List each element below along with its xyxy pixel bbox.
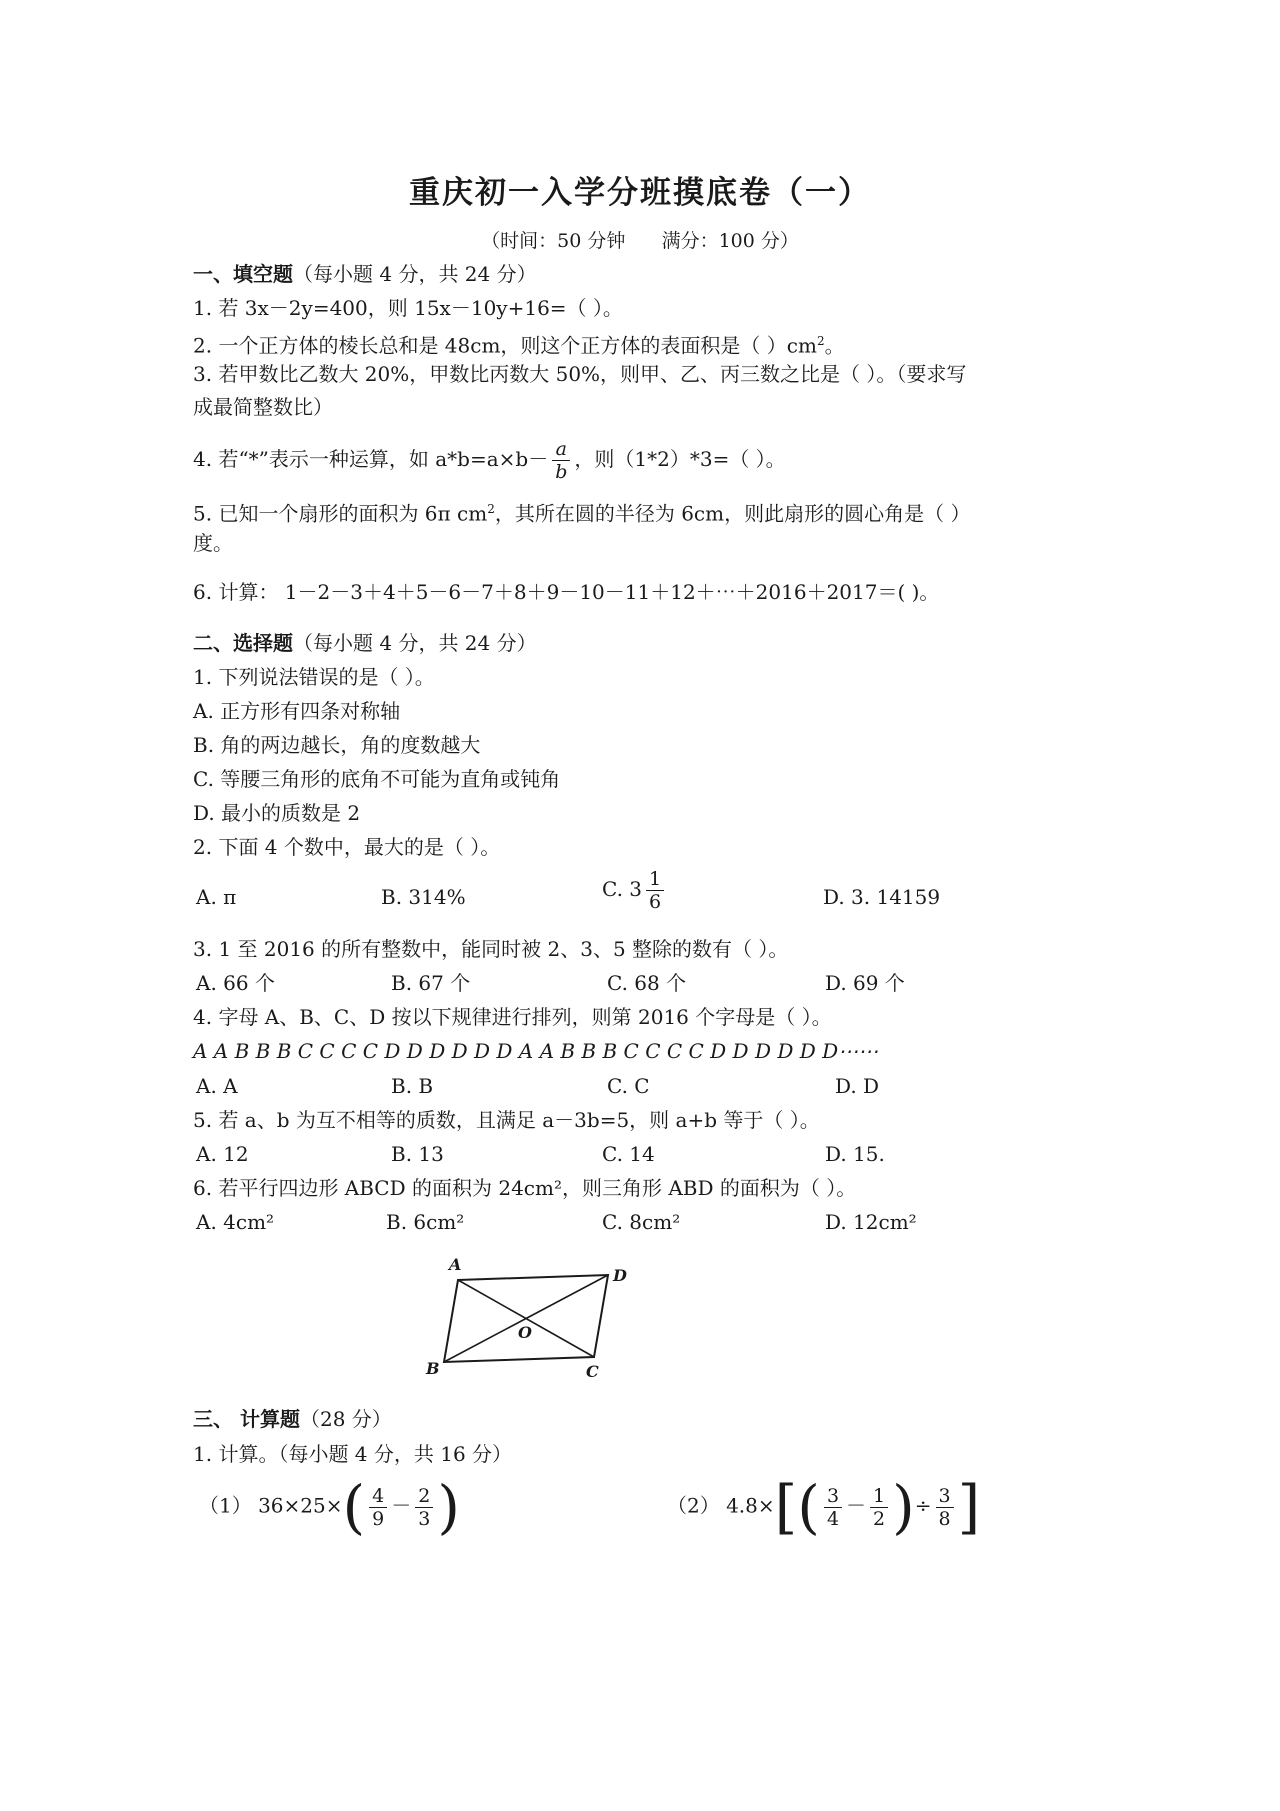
s3-p2-f1-den: 4 <box>826 1507 840 1530</box>
s2-q4-option-b: B. B <box>391 1074 434 1098</box>
s3-p1-op: － <box>391 1493 412 1518</box>
s2-q3-option-d: D. 69 个 <box>825 971 905 995</box>
s3-p1-f2-num: 2 <box>415 1485 433 1508</box>
s3-q1: 1. 计算。（每小题 4 分，共 16 分） <box>193 1442 513 1466</box>
s2-q3: 3. 1 至 2016 的所有整数中，能同时被 2、3、5 整除的数有（ ）。 <box>193 937 789 961</box>
s2-q6-option-a: A. 4cm² <box>196 1210 275 1234</box>
s1-q4-pre: 4. 若“*”表示一种运算，如 a*b=a×b－ <box>193 447 549 471</box>
section2-heading: 二、选择题 <box>193 631 293 655</box>
section1-heading: 一、填空题 <box>193 262 293 286</box>
parallelogram-abcd-figure <box>420 1250 640 1380</box>
s3-p2-div: ÷ <box>914 1493 932 1518</box>
s3-p1-frac2 <box>415 1485 433 1530</box>
s1-q6: 6. 计算： 1－2－3＋4＋5－6－7＋8＋9－10－11＋12＋⋯＋2016＋2017＝( )。 <box>193 580 940 604</box>
s1-q2-text: 2. 一个正方体的棱长总和是 48cm，则这个正方体的表面积是（ ）cm <box>193 333 817 358</box>
s2-q2-option-c <box>602 868 668 913</box>
s1-q4 <box>193 438 786 483</box>
s2-q4: 4. 字母 A、B、C、D 按以下规律进行排列，则第 2016 个字母是（ ）。 <box>193 1005 832 1029</box>
vertex-label-b: B <box>426 1359 440 1378</box>
s3-problem-2 <box>667 1473 981 1541</box>
s1-q1: 1. 若 3x－2y=400，则 15x－10y+16=（ ）。 <box>193 296 623 320</box>
section1-header <box>193 260 537 288</box>
section3-header <box>193 1405 392 1433</box>
s1-q4-fraction <box>552 438 570 483</box>
s2-q4-option-c: C. C <box>607 1074 650 1098</box>
s3-p2-frac3 <box>936 1485 954 1530</box>
s1-q4-den: b <box>555 461 568 483</box>
s2-q2-c-num: 1 <box>646 868 664 891</box>
s1-q5-sup: 2 <box>487 502 495 516</box>
s2-q1-option-b: B. 角的两边越长，角的度数越大 <box>193 733 481 757</box>
s2-q6-option-c: C. 8cm² <box>602 1210 681 1234</box>
s3-p2-frac1 <box>824 1485 842 1530</box>
s2-q5-option-d: D. 15. <box>825 1142 885 1166</box>
s3-p2-close-bracket: ] <box>957 1473 981 1541</box>
s3-p2-f3-den: 8 <box>938 1507 951 1530</box>
section3-heading: 三、 计算题 <box>193 1407 300 1431</box>
vertex-label-c: C <box>586 1362 599 1380</box>
s1-q5-text: 5. 已知一个扇形的面积为 6π cm <box>193 501 488 526</box>
exam-title: 重庆初一入学分班摸底卷（一） <box>409 175 871 211</box>
s2-q3-option-c: C. 68 个 <box>607 971 687 995</box>
s3-p2-close-paren: ) <box>892 1473 915 1541</box>
s1-q2-end: 。 <box>824 333 845 358</box>
s3-p1-close-paren: ) <box>437 1473 460 1541</box>
s2-q1-option-c: C. 等腰三角形的底角不可能为直角或钝角 <box>193 767 561 791</box>
s1-q3-line2: 成最简整数比） <box>193 395 333 419</box>
s2-q2-option-c-label: C. 3 <box>602 877 643 901</box>
s3-p2-open-bracket: [ <box>774 1473 798 1541</box>
s1-q4-post: ，则（1*2）*3=（ ）。 <box>574 447 786 471</box>
s2-q2-c-den: 6 <box>649 891 662 913</box>
s3-p1-frac1 <box>369 1485 387 1530</box>
s3-p1-open-paren: ( <box>342 1473 366 1541</box>
s3-p1-label: （1） 36×25× <box>199 1493 343 1518</box>
exam-subtitle: （时间：50 分钟 满分：100 分） <box>481 230 799 252</box>
s2-q5-option-c: C. 14 <box>602 1142 655 1166</box>
section2-header <box>193 629 537 657</box>
s1-q5-line2: 度。 <box>193 531 233 555</box>
s2-q2-option-a: A. π <box>196 885 237 909</box>
diagonal-bd <box>444 1275 608 1362</box>
center-label-o: O <box>518 1323 532 1342</box>
s2-q5-option-a: A. 12 <box>196 1142 249 1166</box>
s2-q4-option-a: A. A <box>196 1074 238 1098</box>
s2-q3-option-b: B. 67 个 <box>391 971 471 995</box>
s2-q6-option-b: B. 6cm² <box>386 1210 465 1234</box>
s3-p2-f2-den: 2 <box>873 1507 886 1530</box>
s3-p1-f2-den: 3 <box>418 1507 431 1530</box>
section2-note: （每小题 4 分，共 24 分） <box>293 631 537 655</box>
vertex-label-a: A <box>449 1255 462 1274</box>
s2-q2-option-b: B. 314% <box>381 885 466 909</box>
s1-q4-num: a <box>552 438 570 461</box>
s3-p2-frac2 <box>870 1485 888 1530</box>
vertex-label-d: D <box>613 1266 627 1285</box>
s3-p1-f1-num: 4 <box>369 1485 387 1508</box>
s2-q5-option-b: B. 13 <box>391 1142 444 1166</box>
s1-q3-line1: 3. 若甲数比乙数大 20%，甲数比丙数大 50%，则甲、乙、丙三数之比是（ ）。（要求写 <box>193 362 967 386</box>
s1-q2-sup: 2 <box>816 334 825 348</box>
s2-q2-option-c-fraction <box>646 868 664 913</box>
s3-p2-f2-num: 1 <box>870 1485 888 1508</box>
s2-q1: 1. 下列说法错误的是（ ）。 <box>193 665 435 689</box>
s2-q2: 2. 下面 4 个数中，最大的是（ ）。 <box>193 835 501 859</box>
s2-q3-option-a: A. 66 个 <box>196 971 275 995</box>
section1-note: （每小题 4 分，共 24 分） <box>293 262 537 286</box>
s3-p2-op: － <box>846 1493 867 1518</box>
section3-note: （28 分） <box>299 1407 392 1431</box>
s3-p1-f1-den: 9 <box>372 1507 385 1530</box>
s3-p2-label: （2） 4.8× <box>667 1493 775 1518</box>
s1-q5-line1 <box>193 495 970 528</box>
s2-q4-option-d: D. D <box>835 1074 880 1098</box>
s3-problem-1 <box>199 1473 460 1541</box>
s1-q5-text2: ，其所在圆的半径为 6cm，则此扇形的圆心角是（ ） <box>494 501 971 526</box>
s3-p2-open-paren: ( <box>797 1473 820 1541</box>
s2-q2-option-d: D. 3. 14159 <box>823 885 941 909</box>
s1-q2 <box>193 327 845 360</box>
s3-p2-f1-num: 3 <box>824 1485 842 1508</box>
s2-q1-option-a: A. 正方形有四条对称轴 <box>193 699 401 723</box>
s2-q4-sequence: A A B B B C C C C D D D D D D A A B B B C C C C D D D D D D⋯⋯ <box>193 1039 879 1063</box>
s3-p2-f3-num: 3 <box>936 1485 954 1508</box>
s2-q1-option-d: D. 最小的质数是 2 <box>193 801 361 825</box>
s2-q6-option-d: D. 12cm² <box>825 1210 917 1234</box>
s2-q6: 6. 若平行四边形 ABCD 的面积为 24cm²，则三角形 ABD 的面积为（ ）。 <box>193 1176 857 1200</box>
s2-q5: 5. 若 a、b 为互不相等的质数，且满足 a－3b=5，则 a+b 等于（ ）。 <box>193 1108 820 1132</box>
